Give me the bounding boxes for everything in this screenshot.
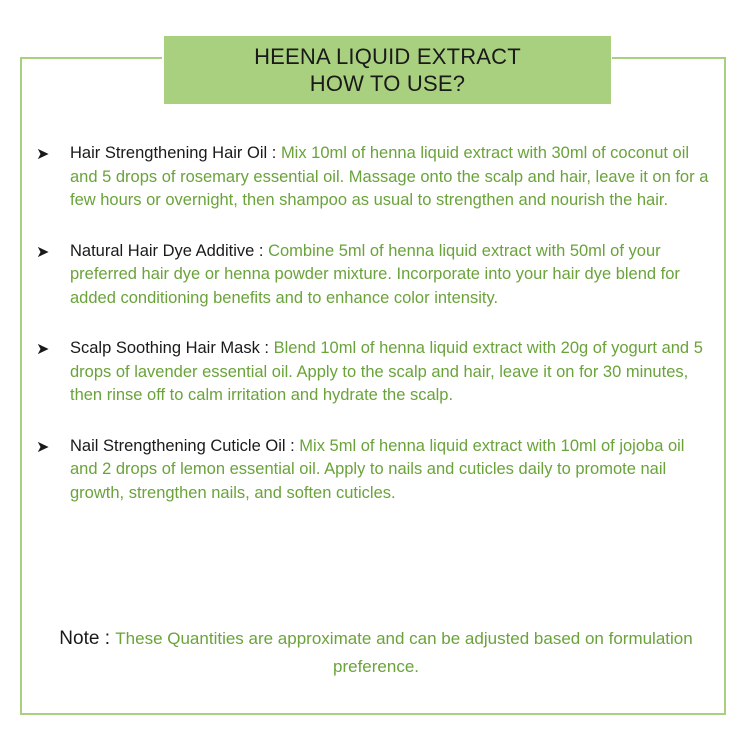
usage-item-text: Blend 10ml of henna liquid extract with 20g of yogurt and 5 drops of lavender essential oil. Apply to the scalp and hair, leave it on for 30 minutes, then rinse off to calm irritation and hydrate the scalp. [70,339,703,404]
usage-item-title: Natural Hair Dye Additive : [70,241,269,260]
usage-list [36,142,716,532]
title-line-2: HOW TO USE? [309,71,466,96]
usage-item-hair-mask [36,337,716,408]
usage-item-hair-dye [36,240,716,311]
arrow-bullet-icon: ➤ [36,341,50,358]
usage-item-title: Nail Strengthening Cuticle Oil : [70,436,300,455]
frame-top-left-segment [20,57,162,59]
arrow-bullet-icon: ➤ [36,243,50,261]
arrow-bullet-icon: ➤ [36,146,50,163]
usage-item-text: Combine 5ml of henna liquid extract with 50ml of your preferred hair dye or henna powder mixture. Incorporate into your hair dye blend for added conditioning benefits and to enhance color intensity. [70,241,680,307]
title-line-1: HEENA LIQUID EXTRACT [254,44,521,69]
frame-top-right-segment [612,57,726,59]
note [36,625,716,681]
title-banner [164,36,611,104]
note-text: These Quantities are approximate and can be adjusted based on formulation preference. [115,629,693,676]
usage-item-cuticle-oil [36,435,716,506]
usage-item-title: Scalp Soothing Hair Mask : [70,339,274,357]
usage-item-text: Mix 5ml of henna liquid extract with 10ml of jojoba oil and 2 drops of lemon essential oil. Apply to nails and cuticles daily to promote nail growth, strengthen nails, and soften cuticles. [70,436,685,502]
usage-item-text: Mix 10ml of henna liquid extract with 30ml of coconut oil and 5 drops of rosemary essential oil. Massage onto the scalp and hair, leave it on for a few hours or overnight, then shampoo as usual to strengthen and nourish the hair. [70,144,709,209]
arrow-bullet-icon: ➤ [36,438,50,456]
note-label: Note : [59,628,116,649]
usage-item-hair-oil [36,142,716,213]
usage-item-title: Hair Strengthening Hair Oil : [70,144,281,162]
